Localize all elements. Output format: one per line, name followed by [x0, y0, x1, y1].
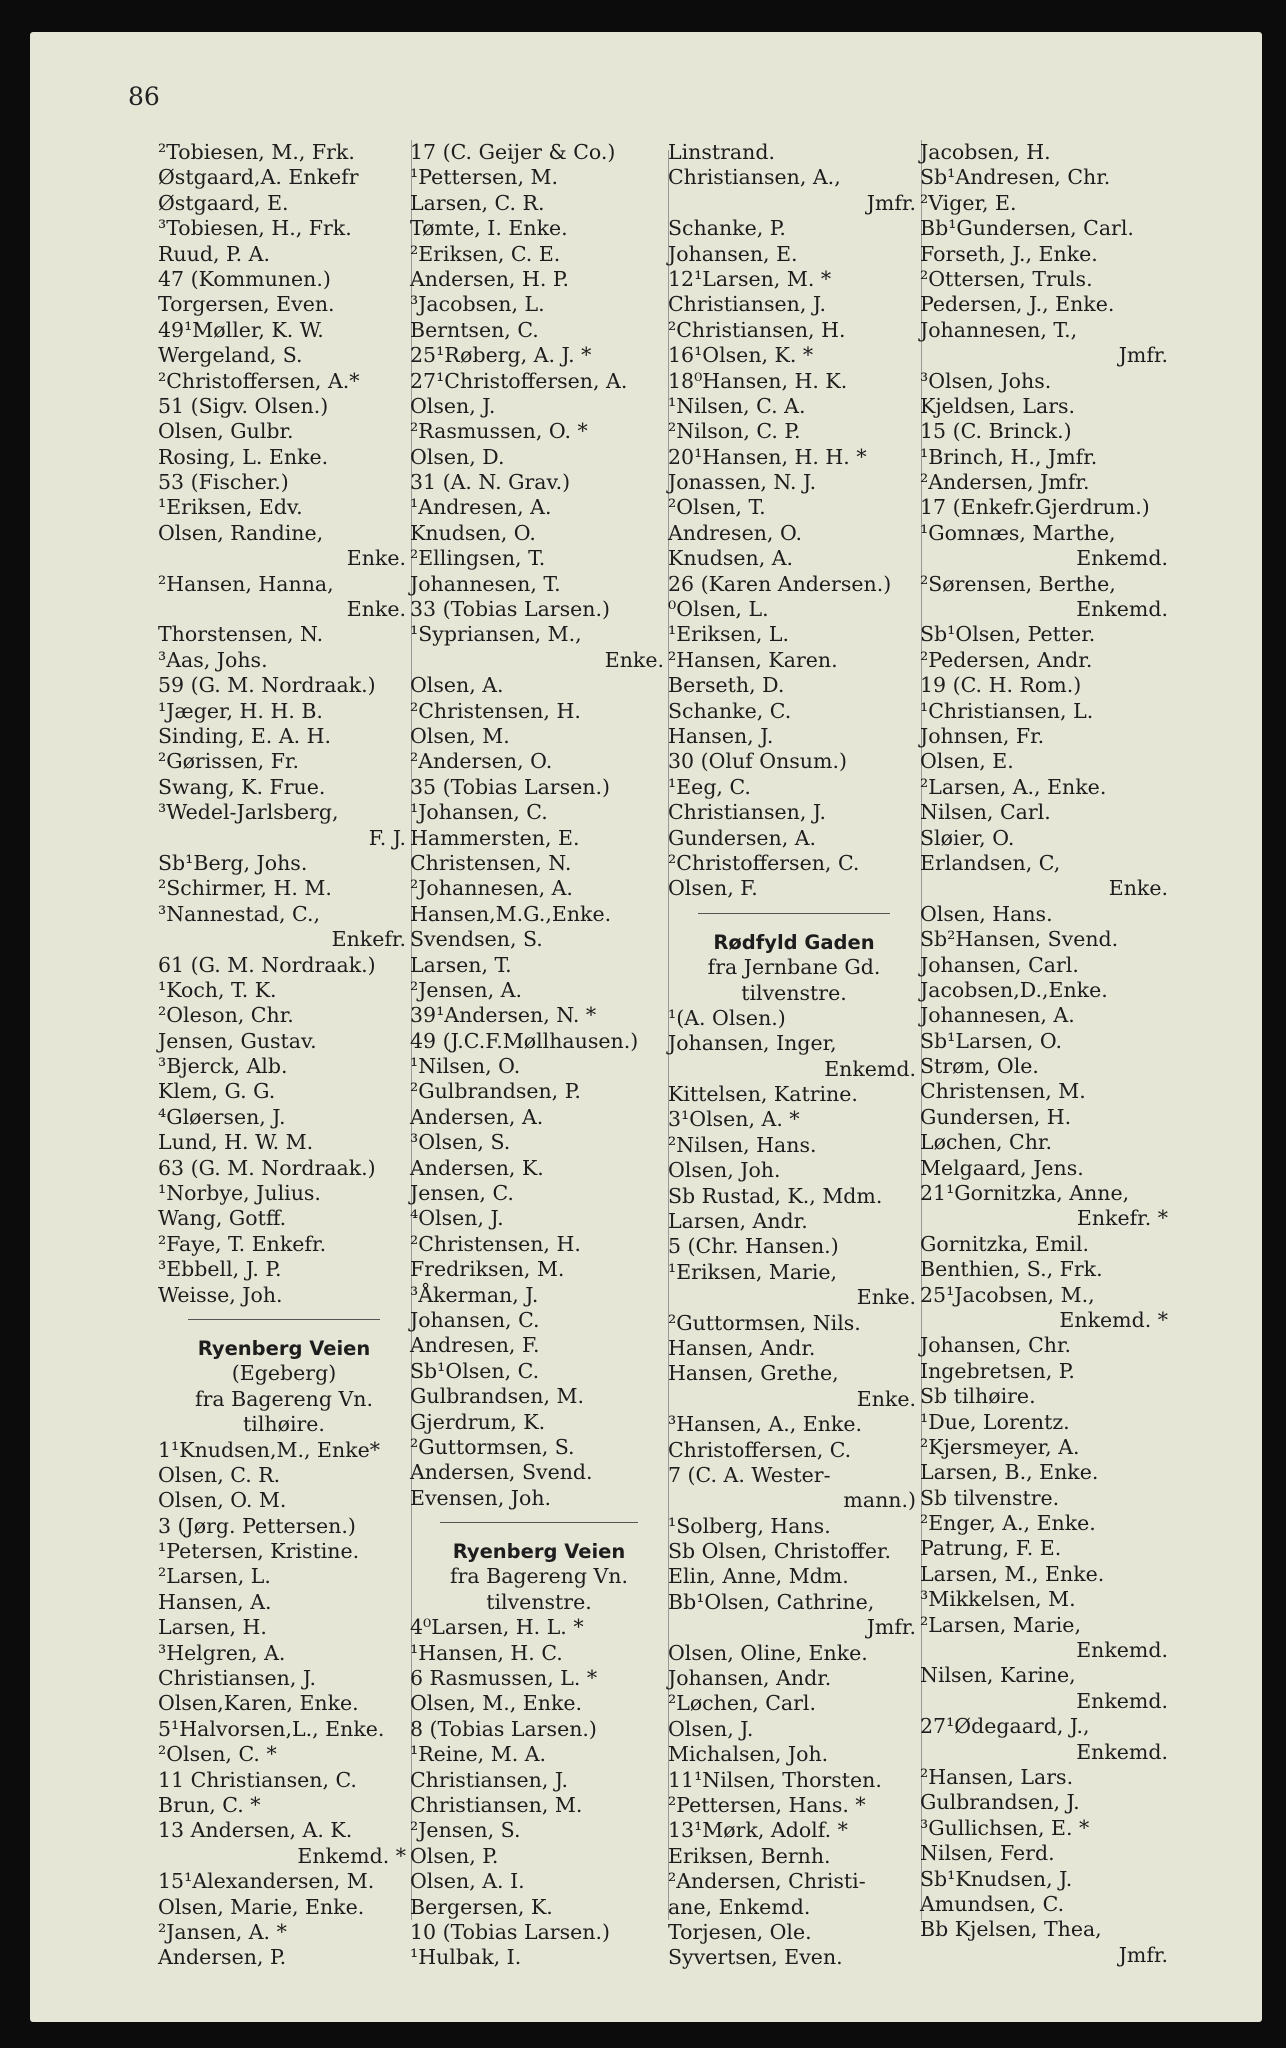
directory-entry: Olsen, A. I. [410, 1869, 525, 1894]
directory-entry: Ruud, P. A. [158, 241, 270, 266]
directory-entry: ²Gulbrandsen, P. [410, 1079, 581, 1104]
directory-entry: Sb¹Andresen, Chr. [920, 165, 1111, 190]
directory-entry: Andersen, P. [158, 1945, 287, 1970]
directory-entry: ²Larsen, A., Enke. [920, 774, 1107, 799]
directory-entry: Forseth, J., Enke. [920, 241, 1098, 266]
directory-entry: 5 (Chr. Hansen.) [668, 1234, 839, 1259]
directory-entry: Thorstensen, N. [158, 622, 324, 647]
directory-entry: Løchen, Chr. [920, 1130, 1052, 1155]
directory-entry: Christiansen, J. [668, 292, 827, 317]
directory-entry: Johansen, Carl. [920, 952, 1079, 977]
entry-continuation: F. J. [368, 825, 406, 850]
directory-entry: ¹Norbye, Julius. [158, 1181, 321, 1206]
directory-entry: Berseth, D. [668, 673, 785, 698]
directory-entry: Andersen, K. [410, 1155, 544, 1180]
directory-entry: ²Faye, T. Enkefr. [158, 1231, 327, 1256]
directory-entry: 25¹Røberg, A. J. * [410, 343, 592, 368]
directory-entry: 13 Andersen, A. K. [158, 1818, 353, 1843]
entry-continuation: Jmfr. [1118, 343, 1168, 368]
directory-entry: Christiansen, J. [668, 800, 827, 825]
street-subheading: fra Bagereng Vn. [450, 1564, 628, 1589]
directory-entry: ²Jensen, S. [410, 1818, 521, 1843]
directory-entry: ¹Nilsen, C. A. [668, 393, 806, 418]
directory-entry: Olsen, M. [410, 723, 510, 748]
directory-entry: Gundersen, A. [668, 825, 817, 850]
directory-entry: Bb¹Olsen, Cathrine, [668, 1589, 875, 1614]
directory-entry: ²Guttormsen, S. [410, 1434, 575, 1459]
street-subheading: tilvenstre. [741, 980, 847, 1005]
directory-entry: Wergeland, S. [158, 343, 303, 368]
directory-entry: Bb Kjelsen, Thea, [920, 1917, 1102, 1942]
directory-entry: Schanke, C. [668, 698, 792, 723]
column-1 [158, 140, 410, 1971]
directory-entry: ²Andersen, Christi- [668, 1869, 866, 1894]
directory-entry: ¹Gomnæs, Marthe, [920, 520, 1116, 545]
directory-entry: ³Gullichsen, E. * [920, 1815, 1090, 1840]
directory-entry: Linstrand. [668, 140, 775, 164]
directory-entry: Østgaard, E. [158, 190, 289, 215]
directory-entry: 7 (C. A. Wester- [668, 1462, 831, 1487]
section-divider [698, 913, 890, 914]
entry-continuation: Enke. [856, 1386, 916, 1411]
directory-entry: Sb¹Larsen, O. [920, 1028, 1063, 1053]
directory-entry: Olsen, Hans. [920, 901, 1053, 926]
entry-continuation: mann.) [843, 1488, 916, 1513]
street-subheading: (Egeberg) [231, 1361, 337, 1386]
directory-entry: 49 (J.C.F.Møllhausen.) [410, 1028, 639, 1053]
directory-entry: ²Sørensen, Berthe, [920, 571, 1116, 596]
street-heading: Rødfyld Gaden [713, 930, 875, 954]
directory-entry: 27¹Christoffersen, A. [410, 368, 628, 393]
directory-entry: Sb Rustad, K., Mdm. [668, 1183, 883, 1208]
entry-continuation: Jmfr. [866, 190, 916, 215]
directory-entry: Gjerdrum, K. [410, 1409, 546, 1434]
section-divider [440, 1522, 638, 1523]
directory-entry: 49¹Møller, K. W. [158, 317, 324, 342]
page-number: 86 [128, 82, 160, 111]
directory-entry: ³Åkerman, J. [410, 1282, 539, 1307]
directory-entry: ¹Eriksen, Marie, [668, 1259, 838, 1284]
directory-entry: Christiansen, A., [668, 165, 841, 190]
directory-entry: Larsen, T. [410, 952, 512, 977]
entry-continuation: Enkefr. [331, 927, 406, 952]
directory-entry: ²Nilson, C. P. [668, 419, 801, 444]
directory-entry: ²Pettersen, Hans. * [668, 1793, 866, 1817]
directory-entry: Evensen, Joh. [410, 1485, 552, 1510]
directory-entry: Wang, Gotff. [158, 1206, 287, 1231]
street-heading: Ryenberg Veien [197, 1336, 371, 1360]
directory-entry: ³Olsen, Johs. [920, 368, 1052, 393]
directory-entry: 33 (Tobias Larsen.) [410, 597, 610, 622]
directory-entry: ³Mikkelsen, M. [920, 1587, 1076, 1612]
directory-entry: ¹Reine, M. A. [410, 1742, 547, 1767]
directory-entry: Torgersen, Even. [158, 292, 335, 317]
directory-entry: ¹Petersen, Kristine. [158, 1539, 360, 1564]
directory-entry: Christoffersen, C. [668, 1437, 852, 1462]
directory-entry: 25¹Jacobsen, M., [920, 1282, 1095, 1307]
directory-entry: Larsen, B., Enke. [920, 1460, 1099, 1485]
directory-entry: ³Nannestad, C., [158, 901, 321, 926]
directory-entry: Christensen, M. [920, 1079, 1086, 1104]
directory-entry: ²Ellingsen, T. [410, 546, 546, 571]
entry-continuation: Enke. [346, 597, 406, 622]
directory-entry: Brun, C. * [158, 1793, 261, 1817]
directory-entry: Melgaard, Jens. [920, 1155, 1084, 1180]
directory-entry: Olsen,Karen, Enke. [158, 1691, 359, 1716]
directory-entry: Tømte, I. Enke. [410, 216, 568, 241]
directory-entry: Strøm, Ole. [920, 1054, 1039, 1079]
directory-entry: Olsen, Oline, Enke. [668, 1640, 868, 1665]
directory-entry: ²Løchen, Carl. [668, 1691, 817, 1716]
directory-entry: Larsen, H. [158, 1615, 267, 1640]
directory-entry: ²Olsen, T. [668, 495, 766, 520]
directory-entry: Hansen,M.G.,Enke. [410, 901, 612, 926]
directory-entry: Jensen, Gustav. [158, 1028, 317, 1053]
directory-entry: Sb¹Berg, Johs. [158, 850, 308, 875]
directory-entry: Jacobsen, H. [920, 140, 1051, 164]
column-3 [668, 140, 920, 1971]
directory-entry: Olsen, A. [410, 673, 504, 698]
directory-entry: Nilsen, Karine, [920, 1663, 1076, 1688]
street-subheading: tilhøire. [243, 1412, 325, 1437]
directory-entry: 5¹Halvorsen,L., Enke. [158, 1716, 385, 1741]
directory-entry: ¹Andresen, A. [410, 495, 552, 520]
directory-entry: Benthien, S., Frk. [920, 1257, 1103, 1282]
entry-continuation: Enkefr. * [1076, 1206, 1168, 1231]
directory-entry: Hansen, Andr. [668, 1335, 816, 1360]
directory-entry: Bergersen, K. [410, 1894, 553, 1919]
directory-entry: Sb¹Olsen, C. [410, 1358, 540, 1383]
directory-entry: 30 (Oluf Onsum.) [668, 749, 847, 774]
directory-entry: Jacobsen,D.,Enke. [920, 977, 1108, 1002]
entry-continuation: Jmfr. [1118, 1942, 1168, 1967]
directory-entry: ³Bjerck, Alb. [158, 1054, 288, 1079]
entry-continuation: Enke. [346, 546, 406, 571]
entry-continuation: Enkemd. [1076, 1739, 1168, 1764]
directory-entry: Andersen, A. [410, 1104, 544, 1129]
directory-entry: Sløier, O. [920, 825, 1015, 850]
directory-entry: Torjesen, Ole. [668, 1919, 812, 1944]
directory-entry: 20¹Hansen, H. H. * [668, 444, 867, 469]
directory-entry: ²Christensen, H. [410, 698, 581, 723]
directory-entry: Olsen, J. [410, 393, 496, 418]
directory-entry: Olsen, M., Enke. [410, 1691, 583, 1716]
directory-entry: Nilsen, Carl. [920, 800, 1051, 825]
directory-entry: 61 (G. M. Nordraak.) [158, 952, 376, 977]
directory-entry: 31 (A. N. Grav.) [410, 470, 571, 495]
directory-entry: Hansen, J. [668, 723, 774, 748]
directory-entry: 4⁰Larsen, H. L. * [410, 1615, 584, 1640]
directory-entry: 11 Christiansen, C. [158, 1767, 357, 1792]
directory-entry: ¹Hulbak, I. [410, 1945, 522, 1970]
directory-entry: Larsen, M., Enke. [920, 1561, 1105, 1586]
directory-entry: ²Larsen, L. [158, 1564, 271, 1589]
directory-entry: Gundersen, H. [920, 1104, 1072, 1129]
directory-entry: 10 (Tobias Larsen.) [410, 1919, 610, 1944]
directory-entry: Hammersten, E. [410, 825, 580, 850]
directory-entry: ²Pedersen, Andr. [920, 647, 1093, 672]
directory-entry: Svendsen, S. [410, 927, 543, 952]
directory-entry: Olsen, D. [410, 444, 505, 469]
directory-entry: Bb¹Gundersen, Carl. [920, 216, 1134, 241]
directory-entry: 35 (Tobias Larsen.) [410, 774, 610, 799]
entry-continuation: Enke. [856, 1285, 916, 1310]
directory-entry: 27¹Ødegaard, J., [920, 1714, 1090, 1739]
directory-entry: Kittelsen, Katrine. [668, 1082, 858, 1107]
directory-entry: Nilsen, Ferd. [920, 1841, 1055, 1866]
directory-entry: ²Rasmussen, O. * [410, 419, 588, 444]
directory-entry: 16¹Olsen, K. * [668, 343, 814, 368]
directory-entry: ²Guttormsen, Nils. [668, 1310, 861, 1335]
directory-entry: ³Jacobsen, L. [410, 292, 545, 317]
directory-entry: ¹Eriksen, L. [668, 622, 789, 647]
directory-entry: Kjeldsen, Lars. [920, 393, 1076, 418]
directory-entry: Johansen, Inger, [668, 1031, 837, 1056]
directory-entry: Johansen, Chr. [920, 1333, 1072, 1358]
directory-entry: Larsen, C. R. [410, 190, 545, 215]
directory-entry: Olsen, Marie, Enke. [158, 1894, 365, 1919]
directory-entry: ³Ebbell, J. P. [158, 1257, 282, 1282]
directory-entry: Sb tilvenstre. [920, 1485, 1060, 1510]
directory-entry: ²Olsen, C. * [158, 1742, 277, 1767]
directory-entry: ³Helgren, A. [158, 1640, 286, 1665]
entry-continuation: Enkemd. * [297, 1843, 406, 1868]
entry-continuation: Enkemd. [1076, 597, 1168, 622]
directory-entry: 6 Rasmussen, L. * [410, 1666, 598, 1691]
directory-entry: Jensen, C. [410, 1181, 514, 1206]
directory-entry: Erlandsen, C, [920, 850, 1061, 875]
directory-entry: Olsen, E. [920, 749, 1014, 774]
directory-entry: Fredriksen, M. [410, 1257, 565, 1282]
directory-entry: Sinding, E. A. H. [158, 723, 332, 748]
directory-entry: ⁰Olsen, L. [668, 597, 769, 622]
directory-entry: 59 (G. M. Nordraak.) [158, 673, 376, 698]
directory-entry: Amundsen, C. [920, 1891, 1065, 1916]
directory-entry: ¹Brinch, H., Jmfr. [920, 444, 1098, 469]
directory-entry: ²Hansen, Karen. [668, 647, 838, 672]
directory-entry: Andersen, Svend. [410, 1460, 593, 1485]
column-4 [920, 140, 1172, 1968]
directory-entry: ¹Koch, T. K. [158, 977, 277, 1002]
directory-entry: Eriksen, Bernh. [668, 1843, 831, 1868]
directory-entry: ²Hansen, Hanna, [158, 571, 334, 596]
directory-entry: 47 (Kommunen.) [158, 266, 331, 291]
directory-entry: ²Hansen, Lars. [920, 1765, 1074, 1789]
directory-entry: ²Christoffersen, C. [668, 850, 860, 875]
directory-entry: ²Christensen, H. [410, 1231, 581, 1256]
directory-entry: 1¹Knudsen,M., Enke* [158, 1437, 380, 1462]
directory-entry: ²Enger, A., Enke. [920, 1511, 1096, 1536]
directory-entry: ¹(A. Olsen.) [668, 1005, 786, 1030]
directory-entry: Johannesen, T., [920, 317, 1078, 342]
directory-entry: Andresen, F. [410, 1333, 540, 1358]
entry-continuation: Enkemd. [824, 1056, 916, 1081]
directory-entry: Knudsen, O. [410, 520, 536, 545]
directory-entry: Olsen, P. [410, 1843, 499, 1868]
street-heading: Ryenberg Veien [452, 1540, 626, 1564]
column-2 [410, 140, 668, 1971]
directory-entry: 39¹Andersen, N. * [410, 1003, 597, 1028]
directory-entry: Patrung, F. E. [920, 1536, 1062, 1561]
directory-entry: Berntsen, C. [410, 317, 539, 342]
directory-entry: 12¹Larsen, M. * [668, 266, 832, 291]
directory-entry: Gornitzka, Emil. [920, 1231, 1090, 1256]
directory-entry: Østgaard,A. Enkefr [158, 165, 359, 190]
directory-entry: Christiansen, J. [410, 1767, 569, 1792]
directory-entry: ²Nilsen, Hans. [668, 1132, 817, 1157]
section-divider [188, 1319, 380, 1320]
entry-continuation: Enke. [604, 647, 664, 672]
directory-entry: Weisse, Joh. [158, 1282, 283, 1307]
directory-entry: ²Larsen, Marie, [920, 1612, 1081, 1637]
directory-entry: Andresen, O. [668, 520, 803, 545]
directory-entry: Lund, H. W. M. [158, 1130, 314, 1155]
directory-entry: Johnsen, Fr. [920, 723, 1045, 748]
directory-entry: ²Ottersen, Truls. [920, 266, 1093, 291]
directory-entry: ²Tobiesen, M., Frk. [158, 140, 355, 164]
directory-entry: ²Christoffersen, A.* [158, 368, 360, 393]
directory-entry: ³Olsen, S. [410, 1130, 511, 1155]
directory-entry: Olsen, Randine, [158, 520, 324, 545]
directory-entry: Olsen, Joh. [668, 1158, 781, 1183]
directory-entry: Hansen, A. [158, 1589, 272, 1614]
directory-entry: 15 (C. Brinck.) [920, 419, 1072, 444]
directory-entry: ³Hansen, A., Enke. [668, 1412, 862, 1437]
directory-entry: 8 (Tobias Larsen.) [410, 1716, 597, 1741]
directory-entry: 3¹Olsen, A. * [668, 1107, 800, 1132]
directory-entry: ³Tobiesen, H., Frk. [158, 216, 352, 241]
directory-entry: Larsen, Andr. [668, 1209, 808, 1234]
directory-entry: Gulbrandsen, M. [410, 1384, 584, 1409]
directory-entry: 53 (Fischer.) [158, 470, 289, 495]
directory-entry: 26 (Karen Andersen.) [668, 571, 892, 596]
directory-entry: ¹Eeg, C. [668, 774, 751, 799]
entry-continuation: Enke. [1108, 876, 1168, 901]
directory-entry: ¹Hansen, H. C. [410, 1640, 563, 1665]
directory-entry: Sb¹Olsen, Petter. [920, 622, 1096, 647]
directory-entry: Ingebretsen, P. [920, 1358, 1075, 1383]
directory-entry: Knudsen, A. [668, 546, 794, 571]
entry-continuation: Enkemd. * [1059, 1307, 1168, 1332]
street-subheading: fra Jernbane Gd. [707, 955, 881, 980]
directory-entry: Sb tilhøire. [920, 1384, 1036, 1409]
directory-entry: Jonassen, N. J. [668, 470, 817, 495]
directory-entry: ²Oleson, Chr. [158, 1003, 294, 1028]
directory-entry: Johansen, Andr. [668, 1666, 832, 1691]
directory-entry: ¹Solberg, Hans. [668, 1513, 831, 1538]
directory-entry: Schanke, P. [668, 216, 786, 241]
directory-entry: Olsen, C. R. [158, 1462, 281, 1487]
directory-entry: Swang, K. Frue. [158, 774, 326, 799]
directory-entry: Gulbrandsen, J. [920, 1790, 1080, 1815]
directory-entry: ¹Johansen, C. [410, 800, 548, 825]
directory-entry: ³Wedel-Jarlsberg, [158, 800, 339, 825]
directory-entry: ¹Eriksen, Edv. [158, 495, 303, 520]
directory-entry: Hansen, Grethe, [668, 1361, 839, 1386]
directory-entry: ¹Christiansen, L. [920, 698, 1094, 723]
directory-entry: ⁴Gløersen, J. [158, 1104, 286, 1129]
directory-entry: ²Johannesen, A. [410, 876, 573, 901]
directory-entry: ⁴Olsen, J. [410, 1206, 504, 1231]
directory-entry: ²Viger, E. [920, 190, 1017, 215]
directory-entry: ane, Enkemd. [668, 1894, 811, 1919]
directory-entry: ¹Sypriansen, M., [410, 622, 582, 647]
directory-entry: Michalsen, Joh. [668, 1742, 829, 1767]
directory-entry: ²Gørissen, Fr. [158, 749, 299, 774]
directory-entry: 13¹Mørk, Adolf. * [668, 1818, 848, 1843]
street-subheading: tilvenstre. [486, 1589, 592, 1614]
directory-entry: Olsen, Gulbr. [158, 419, 294, 444]
directory-entry: Johansen, C. [410, 1307, 540, 1332]
directory-entry: 17 (C. Geijer & Co.) [410, 140, 616, 164]
directory-entry: Sb Olsen, Christoffer. [668, 1539, 892, 1564]
directory-entry: Elin, Anne, Mdm. [668, 1564, 849, 1589]
directory-entry: ¹Nilsen, O. [410, 1054, 521, 1079]
directory-entry: ³Aas, Johs. [158, 647, 268, 672]
directory-entry: Rosing, L. Enke. [158, 444, 329, 469]
directory-entry: Sb²Hansen, Svend. [920, 927, 1119, 952]
directory-entry: ²Andersen, Jmfr. [920, 470, 1090, 495]
directory-entry: Olsen, J. [668, 1716, 754, 1741]
directory-entry: 51 (Sigv. Olsen.) [158, 393, 329, 418]
directory-entry: ²Jensen, A. [410, 977, 522, 1002]
directory-entry: 11¹Nilsen, Thorsten. [668, 1767, 882, 1792]
directory-entry: 21¹Gornitzka, Anne, [920, 1181, 1130, 1206]
directory-entry: ²Andersen, O. [410, 749, 553, 774]
directory-entry: Olsen, O. M. [158, 1488, 287, 1513]
directory-entry: 15¹Alexandersen, M. [158, 1869, 375, 1894]
directory-entry: 18⁰Hansen, H. K. [668, 368, 848, 393]
entry-continuation: Jmfr. [866, 1615, 916, 1640]
directory-entry: Syvertsen, Even. [668, 1945, 843, 1970]
directory-entry: Johansen, E. [668, 241, 798, 266]
directory-entry: ¹Pettersen, M. [410, 165, 559, 190]
directory-entry: ¹Jæger, H. H. B. [158, 698, 323, 723]
directory-entry: 3 (Jørg. Pettersen.) [158, 1513, 356, 1538]
directory-entry: 19 (C. H. Rom.) [920, 673, 1082, 698]
directory-entry: Klem, G. G. [158, 1079, 276, 1104]
street-subheading: fra Bagereng Vn. [195, 1386, 373, 1411]
directory-entry: ²Eriksen, C. E. [410, 241, 561, 266]
directory-entry: ²Christiansen, H. [668, 317, 846, 342]
directory-entry: Andersen, H. P. [410, 266, 570, 291]
entry-continuation: Enkemd. [1076, 546, 1168, 571]
entry-continuation: Enkemd. [1076, 1638, 1168, 1663]
directory-entry: Johannesen, T. [410, 571, 561, 596]
directory-entry: 63 (G. M. Nordraak.) [158, 1155, 376, 1180]
directory-entry: Christiansen, M. [410, 1793, 583, 1817]
directory-entry: ²Schirmer, H. M. [158, 876, 332, 901]
directory-entry: ¹Due, Lorentz. [920, 1409, 1070, 1434]
directory-entry: Pedersen, J., Enke. [920, 292, 1115, 317]
entry-continuation: Enkemd. [1076, 1688, 1168, 1713]
directory-entry: Christensen, N. [410, 850, 572, 875]
directory-entry: ²Kjersmeyer, A. [920, 1434, 1080, 1459]
directory-entry: Sb¹Knudsen, J. [920, 1866, 1073, 1891]
directory-entry: Olsen, F. [668, 876, 758, 901]
directory-entry: Johannesen, A. [920, 1003, 1075, 1028]
directory-entry: 17 (Enkefr.Gjerdrum.) [920, 495, 1150, 520]
directory-entry: ²Jansen, A. * [158, 1919, 287, 1944]
directory-entry: Christiansen, J. [158, 1666, 317, 1691]
